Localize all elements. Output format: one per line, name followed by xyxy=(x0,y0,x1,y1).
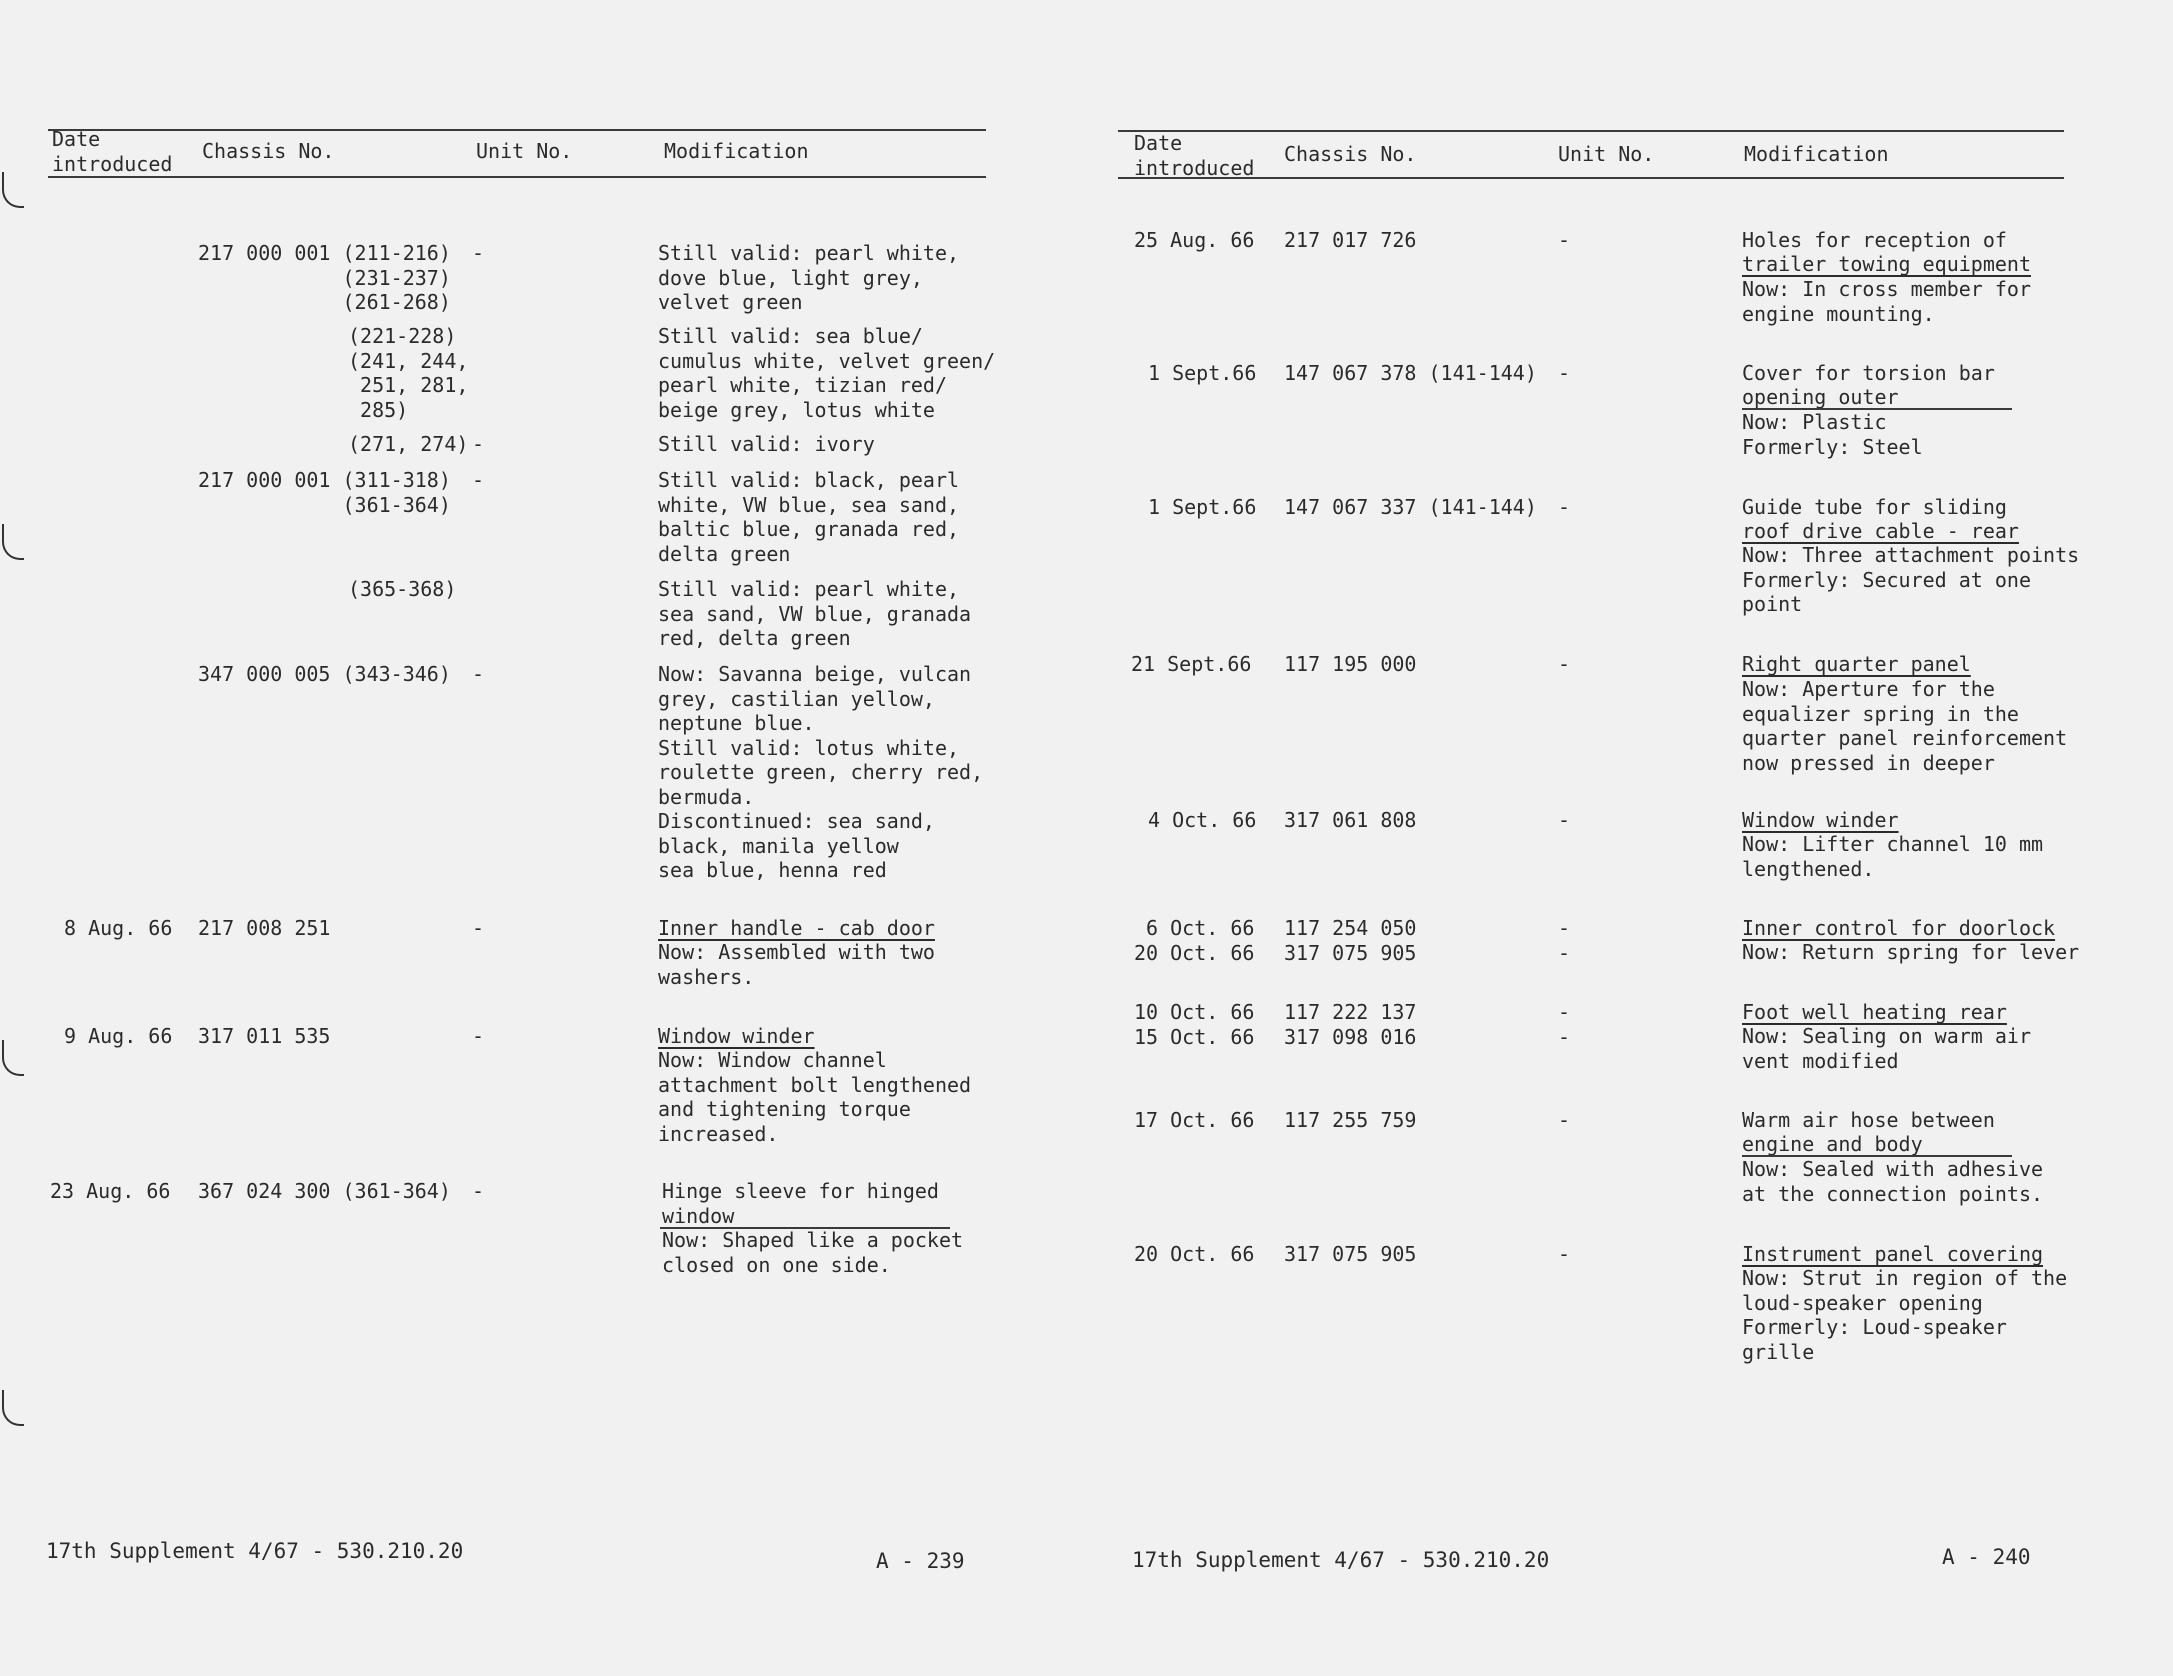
unit-number: - xyxy=(472,662,485,686)
header-chassis: Chassis No. xyxy=(1284,142,1417,166)
unit-number: - xyxy=(1558,228,1571,252)
modification-text: Now: Shaped like a pocket closed on one side. xyxy=(662,1228,964,1277)
modification-text: Now: Savanna beige, vulcan grey, castilian yellow, neptune blue. Still valid: lotus white, roulette green, cherry red, bermuda. Discontinued: sea sand, black, manila yellow sea blue, henna red xyxy=(658,662,984,882)
modification-text: Still valid: pearl white, sea sand, VW blue, granada red, delta green xyxy=(658,577,972,650)
date-introduced: 25 Aug. 66 xyxy=(1134,228,1255,252)
page-right xyxy=(1086,0,2173,1676)
chassis-number: 317 011 535 xyxy=(198,1024,331,1048)
modification-title: Inner handle - cab door xyxy=(658,916,935,940)
unit-number: - xyxy=(1558,495,1571,519)
modification-title: engine and body xyxy=(1742,1132,1923,1156)
chassis-number: 117 195 000 xyxy=(1284,652,1417,676)
date-introduced: 21 Sept.66 xyxy=(1131,652,1252,676)
header-unit: Unit No. xyxy=(1558,142,1655,166)
unit-number: - - xyxy=(1558,916,1571,965)
modification-title: trailer towing equipment xyxy=(1742,252,2031,276)
modification-text: Still valid: pearl white, dove blue, light grey, velvet green xyxy=(658,241,960,314)
date-introduced: 20 Oct. 66 xyxy=(1134,1242,1255,1266)
unit-number: - xyxy=(1558,1108,1571,1132)
chassis-number: 367 024 300 (361-364) xyxy=(198,1179,451,1203)
chassis-number: (365-368) xyxy=(348,577,457,601)
modification-title: Hinge sleeve for hinged window xyxy=(662,1179,939,1228)
modification-lead: Warm air hose between xyxy=(1742,1108,1995,1132)
modification-text: Now: Window channel attachment bolt lengthened and tightening torque increased. xyxy=(658,1048,972,1146)
modification-text: Still valid: sea blue/ cumulus white, velvet green/ pearl white, tizian red/ beige grey, lotus white xyxy=(658,324,996,422)
modification-text: Now: Plastic Formerly: Steel xyxy=(1742,410,1923,459)
unit-number: - xyxy=(472,468,485,492)
modification-lead: Cover for torsion bar xyxy=(1742,361,1995,385)
modification-text: Now: Three attachment points Formerly: Secured at one point xyxy=(1742,543,2080,616)
modification-title: roof drive cable - rear xyxy=(1742,519,2019,543)
header-unit: Unit No. xyxy=(476,139,573,163)
date-introduced: 4 Oct. 66 xyxy=(1148,808,1257,832)
modification-text: Still valid: ivory xyxy=(658,432,875,456)
modification-title: Window winder xyxy=(1742,808,1899,832)
header-top-rule xyxy=(1118,130,2064,132)
modification-text: Now: Assembled with two washers. xyxy=(658,940,935,989)
unit-number: - xyxy=(472,241,485,265)
date-introduced: 9 Aug. 66 xyxy=(64,1024,173,1048)
date-introduced: 17 Oct. 66 xyxy=(1134,1108,1255,1132)
date-introduced: 23 Aug. 66 xyxy=(50,1179,171,1203)
chassis-number: (271, 274) xyxy=(348,432,469,456)
modification-title: Inner control for doorlock xyxy=(1742,916,2056,940)
unit-number: - xyxy=(472,1024,485,1048)
page-left xyxy=(0,0,1086,1676)
header-date: Date introduced xyxy=(1134,131,1255,180)
chassis-number: 217 017 726 xyxy=(1284,228,1417,252)
modification-title: Instrument panel covering xyxy=(1742,1242,2044,1266)
modification-title: opening outer xyxy=(1742,385,1899,409)
header-bottom-rule xyxy=(1118,177,2064,179)
unit-number: - xyxy=(472,432,485,456)
modification-lead: Holes for reception of xyxy=(1742,228,2007,252)
header-chassis: Chassis No. xyxy=(202,139,335,163)
header-bottom-rule xyxy=(48,176,986,178)
chassis-number: 147 067 337 (141-144) xyxy=(1284,495,1537,519)
unit-number: - xyxy=(1558,808,1571,832)
modification-title: Window winder xyxy=(658,1024,815,1048)
unit-number: - xyxy=(1558,361,1571,385)
chassis-number: 317 061 808 xyxy=(1284,808,1417,832)
chassis-number: 217 000 001 (211-216) (231-237) (261-268) xyxy=(198,241,451,314)
modification-text: Now: Sealing on warm air vent modified xyxy=(1742,1024,2031,1073)
unit-number: - xyxy=(1558,1242,1571,1266)
header-date: Date introduced xyxy=(52,127,173,176)
chassis-number: 347 000 005 (343-346) xyxy=(198,662,451,686)
header-top-rule xyxy=(48,129,986,131)
modification-lead: Guide tube for sliding xyxy=(1742,495,2007,519)
modification-text: Now: Sealed with adhesive at the connection points. xyxy=(1742,1157,2044,1206)
unit-number: - xyxy=(472,916,485,940)
chassis-number: 217 000 001 (311-318) (361-364) xyxy=(198,468,451,517)
date-introduced: 6 Oct. 66 20 Oct. 66 xyxy=(1134,916,1255,965)
page-number: A - 240 xyxy=(1942,1545,2031,1569)
date-introduced: 1 Sept.66 xyxy=(1148,361,1257,385)
chassis-number: 317 075 905 xyxy=(1284,1242,1417,1266)
modification-title: Right quarter panel xyxy=(1742,652,1971,676)
unit-number: - xyxy=(472,1179,485,1203)
modification-title: Foot well heating rear xyxy=(1742,1000,2007,1024)
modification-text: Still valid: black, pearl white, VW blue, sea sand, baltic blue, granada red, delta green xyxy=(658,468,960,566)
footer-supplement: 17th Supplement 4/67 - 530.210.20 xyxy=(46,1539,464,1563)
page-number: A - 239 xyxy=(876,1549,965,1573)
date-introduced: 8 Aug. 66 xyxy=(64,916,173,940)
header-modification: Modification xyxy=(664,139,809,163)
modification-text: Now: Return spring for lever xyxy=(1742,940,2080,964)
chassis-number: 117 254 050 317 075 905 xyxy=(1284,916,1417,965)
header-modification: Modification xyxy=(1744,142,1889,166)
modification-text: Now: In cross member for engine mounting. xyxy=(1742,277,2031,326)
modification-text: Now: Strut in region of the loud-speaker opening Formerly: Loud-speaker grille xyxy=(1742,1266,2068,1364)
chassis-number: 217 008 251 xyxy=(198,916,331,940)
chassis-number: 117 222 137 317 098 016 xyxy=(1284,1000,1417,1049)
date-introduced: 10 Oct. 66 15 Oct. 66 xyxy=(1134,1000,1255,1049)
unit-number: - xyxy=(1558,652,1571,676)
unit-number: - - xyxy=(1558,1000,1571,1049)
footer-supplement: 17th Supplement 4/67 - 530.210.20 xyxy=(1132,1548,1550,1572)
modification-text: Now: Aperture for the equalizer spring in the quarter panel reinforcement now pressed in deeper xyxy=(1742,677,2068,775)
chassis-number: 147 067 378 (141-144) xyxy=(1284,361,1537,385)
chassis-number: (221-228) (241, 244, 251, 281, 285) xyxy=(348,324,469,422)
chassis-number: 117 255 759 xyxy=(1284,1108,1417,1132)
date-introduced: 1 Sept.66 xyxy=(1148,495,1257,519)
modification-text: Now: Lifter channel 10 mm lengthened. xyxy=(1742,832,2044,881)
